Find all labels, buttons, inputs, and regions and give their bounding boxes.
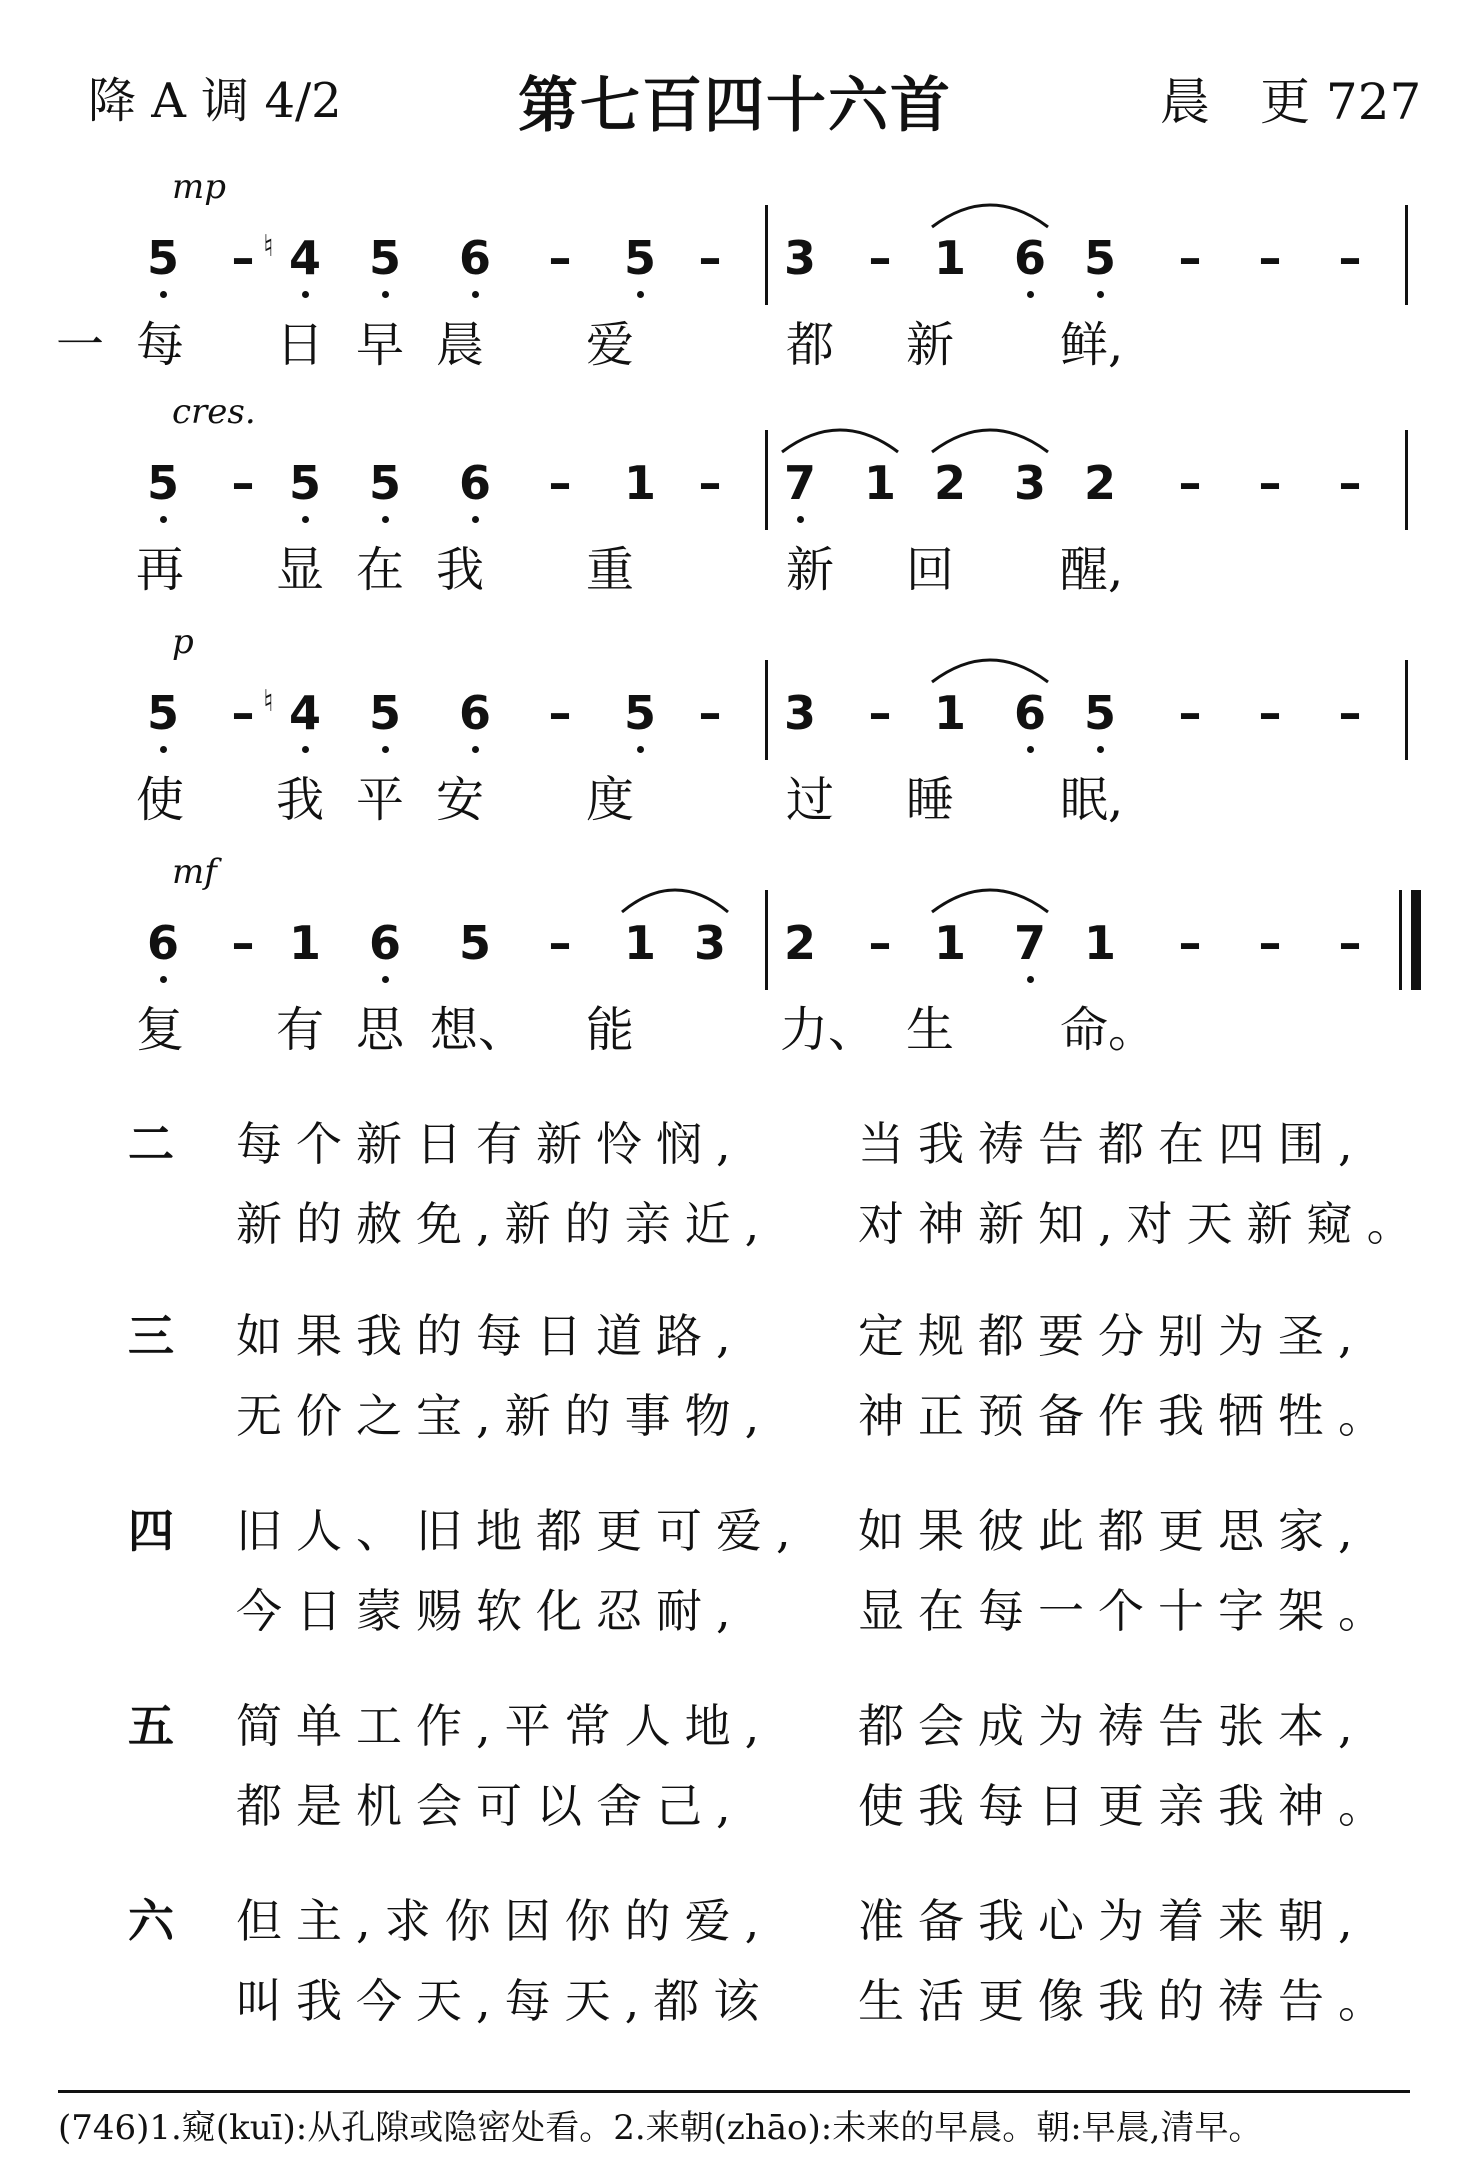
score-note: 6 <box>146 916 179 970</box>
slur <box>780 416 900 456</box>
verse-line: 对神新知,对天新窥。 <box>858 1197 1427 1251</box>
score-note: 6 <box>458 686 491 740</box>
score-note: – <box>868 231 892 285</box>
score-note: 5 <box>146 456 179 510</box>
octave-dot <box>1097 746 1104 753</box>
score-note: 7 <box>783 456 816 510</box>
slur <box>930 876 1050 916</box>
score-note: – <box>868 916 892 970</box>
score-note: – <box>1338 231 1362 285</box>
octave-dot <box>472 746 479 753</box>
lyric-syllable: 再 <box>135 542 184 598</box>
score-note: 6 <box>1013 231 1046 285</box>
score-note: – <box>1338 456 1362 510</box>
score-note: – <box>231 231 255 285</box>
score-note: 5 <box>368 231 401 285</box>
score-note: – <box>868 686 892 740</box>
verse-number: 六 <box>128 1894 174 1948</box>
score-note: – <box>1338 916 1362 970</box>
sharp-sign: ♮ <box>263 684 274 719</box>
score-note: – <box>698 231 722 285</box>
slur-curve <box>932 430 1048 452</box>
verse-line: 显在每一个十字架。 <box>858 1584 1398 1638</box>
hymn-title: 第七百四十六首 <box>518 71 952 141</box>
score-note: 5 <box>1083 231 1116 285</box>
octave-dot <box>382 291 389 298</box>
octave-dot <box>160 516 167 523</box>
verse-line: 每个新日有新怜悯, <box>236 1117 745 1171</box>
dynamic-marking: p <box>172 622 194 662</box>
lyric-syllable: 爱 <box>585 317 634 373</box>
lyric-syllable: 能 <box>585 1002 634 1058</box>
slur-curve <box>932 660 1048 682</box>
lyric-syllable: 日 <box>275 317 324 373</box>
lyric-syllable: 使 <box>135 772 184 828</box>
score-note: 3 <box>693 916 726 970</box>
octave-dot <box>160 976 167 983</box>
score-note: – <box>548 686 572 740</box>
score-note: 5 <box>146 686 179 740</box>
slur <box>930 191 1050 231</box>
verse-line: 旧人、旧地都更可爱, <box>236 1504 805 1558</box>
lyric-syllable: 醒, <box>1060 542 1124 598</box>
lyric-syllable: 命。 <box>1060 1002 1157 1058</box>
bar-line <box>765 660 768 760</box>
score-note: 6 <box>1013 686 1046 740</box>
score-note: – <box>1338 686 1362 740</box>
score-note: 5 <box>146 231 179 285</box>
score-note: 3 <box>783 231 816 285</box>
slur-curve <box>932 890 1048 912</box>
score-note: – <box>231 686 255 740</box>
score-note: 1 <box>863 456 896 510</box>
lyric-syllable: 晨 <box>435 317 484 373</box>
bar-line <box>765 890 768 990</box>
octave-dot <box>302 291 309 298</box>
octave-dot <box>302 516 309 523</box>
bar-line <box>765 430 768 530</box>
bar-line <box>1405 205 1408 305</box>
score-note: – <box>548 916 572 970</box>
verse-line: 使我每日更亲我神。 <box>858 1779 1398 1833</box>
verse-line: 都会成为祷告张本, <box>858 1699 1367 1753</box>
score-note: 1 <box>933 686 966 740</box>
verse-line: 新的赦免,新的亲近, <box>236 1197 774 1251</box>
score-note: 5 <box>288 456 321 510</box>
bar-line <box>1405 430 1408 530</box>
score-note: 6 <box>458 231 491 285</box>
score-note: 4 <box>288 686 321 740</box>
octave-dot <box>160 291 167 298</box>
verse-line: 但主,求你因你的爱, <box>236 1894 774 1948</box>
slur-curve <box>622 890 728 912</box>
lyric-syllable: 想、 <box>430 1002 527 1058</box>
bar-line-thin <box>1399 890 1402 990</box>
slur-curve <box>932 205 1048 227</box>
lyric-syllable: 力、 <box>780 1002 877 1058</box>
octave-dot <box>302 746 309 753</box>
lyric-syllable: 早 <box>355 317 404 373</box>
dynamic-marking: mp <box>172 167 227 207</box>
score-note: 6 <box>458 456 491 510</box>
lyric-syllable: 新 <box>785 542 834 598</box>
lyric-syllable: 思 <box>355 1002 404 1058</box>
octave-dot <box>797 516 804 523</box>
bar-line <box>1411 890 1421 990</box>
score-note: – <box>1258 916 1282 970</box>
verse-line: 如果彼此都更思家, <box>858 1504 1367 1558</box>
score-note: 5 <box>368 686 401 740</box>
octave-dot <box>1027 746 1034 753</box>
score-note: 1 <box>288 916 321 970</box>
score-note: 1 <box>933 231 966 285</box>
verse-line: 都是机会可以舍己, <box>236 1779 745 1833</box>
verse-line: 如果我的每日道路, <box>236 1309 745 1363</box>
lyric-syllable: 度 <box>585 772 634 828</box>
lyric-syllable: 安 <box>435 772 484 828</box>
lyric-syllable: 有 <box>275 1002 324 1058</box>
score-note: – <box>1178 231 1202 285</box>
octave-dot <box>1027 291 1034 298</box>
lyric-syllable: 生 <box>905 1002 954 1058</box>
dynamic-marking: cres. <box>172 392 256 432</box>
score-note: 5 <box>623 231 656 285</box>
score-note: – <box>1258 686 1282 740</box>
lyric-syllable: 新 <box>905 317 954 373</box>
score-note: 7 <box>1013 916 1046 970</box>
octave-dot <box>637 291 644 298</box>
verse-line: 简单工作,平常人地, <box>236 1699 774 1753</box>
lyric-syllable: 复 <box>135 1002 184 1058</box>
lyric-syllable: 每 <box>135 317 184 373</box>
score-note: 1 <box>933 916 966 970</box>
slur <box>620 876 730 916</box>
octave-dot <box>472 291 479 298</box>
score-note: 1 <box>1083 916 1116 970</box>
verse-number: 三 <box>128 1309 174 1363</box>
slur <box>930 646 1050 686</box>
slur <box>930 416 1050 456</box>
verse-line: 生活更像我的祷告。 <box>858 1974 1398 2028</box>
octave-dot <box>1027 976 1034 983</box>
lyric-syllable: 重 <box>585 542 634 598</box>
score-note: – <box>1258 456 1282 510</box>
score-note: – <box>1258 231 1282 285</box>
score-note: 5 <box>1083 686 1116 740</box>
verse-line: 定规都要分别为圣, <box>858 1309 1367 1363</box>
sharp-sign: ♮ <box>263 229 274 264</box>
footer-divider <box>58 2090 1410 2093</box>
octave-dot <box>472 516 479 523</box>
lyric-syllable: 过 <box>785 772 834 828</box>
octave-dot <box>637 746 644 753</box>
verse-number: 五 <box>128 1699 174 1753</box>
dynamic-marking: mf <box>172 852 217 892</box>
lyric-syllable: 都 <box>785 317 834 373</box>
score-note: – <box>231 916 255 970</box>
score-note: 4 <box>288 231 321 285</box>
score-note: 2 <box>1083 456 1116 510</box>
lyric-syllable: 我 <box>275 772 324 828</box>
slur-curve <box>782 430 898 452</box>
score-note: – <box>698 686 722 740</box>
lyric-syllable: 回 <box>905 542 954 598</box>
bar-line <box>1405 660 1408 760</box>
verse-number: 四 <box>128 1504 174 1558</box>
score-note: 2 <box>783 916 816 970</box>
octave-dot <box>382 746 389 753</box>
footnote: (746)1.窥(kuī):从孔隙或隐密处看。2.来朝(zhāo):未来的早晨。朝:早晨,清早。 <box>58 2108 1263 2148</box>
score-note: – <box>548 231 572 285</box>
lyric-syllable: 显 <box>275 542 324 598</box>
lyric-syllable: 鲜, <box>1060 317 1124 373</box>
score-note: 1 <box>623 916 656 970</box>
lyric-syllable: 在 <box>355 542 404 598</box>
octave-dot <box>1097 291 1104 298</box>
verse-line: 叫我今天,每天,都该 <box>236 1974 774 2028</box>
octave-dot <box>382 516 389 523</box>
score-note: – <box>548 456 572 510</box>
score-note: 2 <box>933 456 966 510</box>
score-note: 5 <box>458 916 491 970</box>
verse-line: 神正预备作我牺牲。 <box>858 1389 1398 1443</box>
verse-line: 当我祷告都在四围, <box>858 1117 1367 1171</box>
score-note: 3 <box>1013 456 1046 510</box>
octave-dot <box>382 976 389 983</box>
key-signature: 降 A 调 4/2 <box>88 73 342 129</box>
lyric-syllable: 眠, <box>1060 772 1124 828</box>
verse-line: 今日蒙赐软化忍耐, <box>236 1584 745 1638</box>
bar-line <box>765 205 768 305</box>
score-note: 3 <box>783 686 816 740</box>
hymn-meter: 晨 更 727 <box>1160 73 1422 131</box>
verse-line: 准备我心为着来朝, <box>858 1894 1367 1948</box>
verse-line: 无价之宝,新的事物, <box>236 1389 774 1443</box>
score-note: 5 <box>368 456 401 510</box>
lyric-syllable: 平 <box>355 772 404 828</box>
lyric-syllable: 一 <box>55 317 104 373</box>
lyric-syllable: 我 <box>435 542 484 598</box>
verse-number: 二 <box>128 1117 174 1171</box>
score-note: – <box>1178 456 1202 510</box>
score-note: – <box>1178 686 1202 740</box>
lyric-syllable: 睡 <box>905 772 954 828</box>
score-note: 5 <box>623 686 656 740</box>
score-note: 6 <box>368 916 401 970</box>
score-note: – <box>698 456 722 510</box>
score-note: – <box>231 456 255 510</box>
score-note: 1 <box>623 456 656 510</box>
score-note: – <box>1178 916 1202 970</box>
octave-dot <box>160 746 167 753</box>
